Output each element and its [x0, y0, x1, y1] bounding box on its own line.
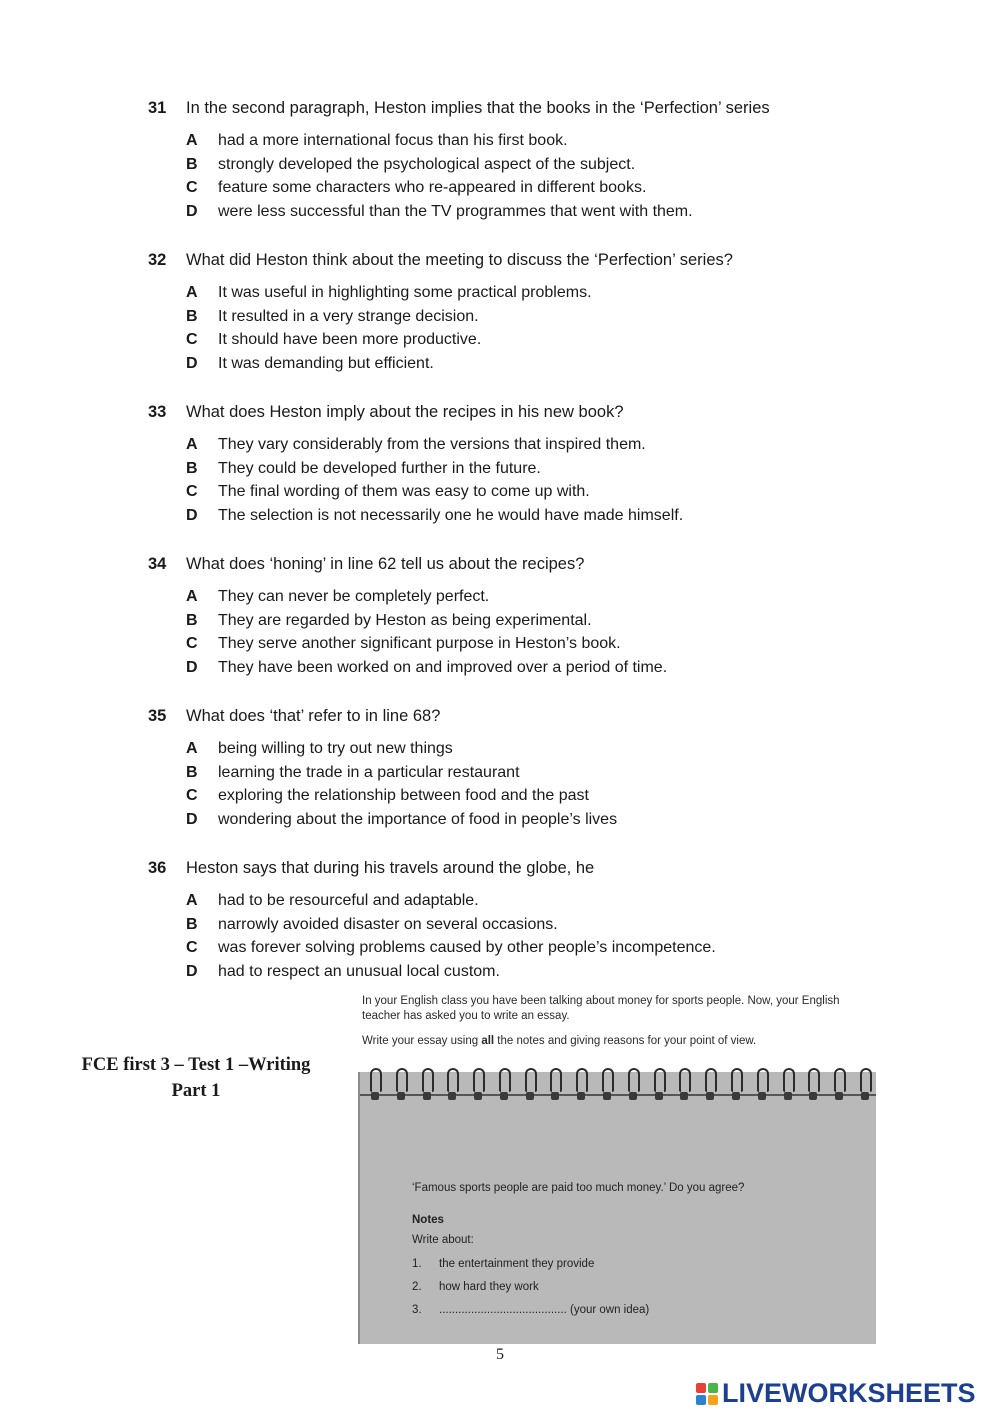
spiral-ring — [832, 1068, 848, 1104]
question-33 — [148, 402, 888, 529]
task-intro — [362, 994, 862, 1059]
question-number: 33 — [148, 403, 167, 421]
option-b[interactable]: B It resulted in a very strange decision. — [186, 307, 479, 325]
option-a[interactable]: A had to be resourceful and adaptable. — [186, 892, 479, 909]
task-instruction: Write your essay using all the notes and giving reasons for your point of view. — [362, 1035, 757, 1047]
option-d[interactable]: D wondering about the importance of food in people’s lives — [186, 810, 618, 828]
writing-title-line1: FCE first 3 – Test 1 –Writing — [81, 1055, 311, 1075]
spiral-ring — [368, 1068, 384, 1104]
notes-label: Notes — [412, 1214, 444, 1226]
question-number: 31 — [148, 99, 167, 117]
question-35 — [148, 706, 888, 833]
page-number: 5 — [496, 1346, 504, 1363]
liveworksheets-watermark — [696, 1378, 976, 1409]
option-a[interactable]: A had a more international focus than his first book. — [186, 132, 568, 149]
spiral-ring — [729, 1068, 745, 1104]
note-item: 3. ........................................ (your own idea) — [412, 1304, 650, 1316]
essay-question: ‘Famous sports people are paid too much money.’ Do you agree? — [412, 1182, 745, 1194]
option-b[interactable]: B They are regarded by Heston as being experimental. — [186, 611, 592, 629]
spiral-ring — [755, 1068, 771, 1104]
option-b[interactable]: B learning the trade in a particular restaurant — [186, 763, 520, 781]
write-about-label: Write about: — [412, 1234, 474, 1246]
option-a[interactable]: A They can never be completely perfect. — [186, 588, 490, 605]
question-32 — [148, 250, 888, 377]
option-a[interactable]: A They vary considerably from the versions that inspired them. — [186, 436, 646, 453]
option-b[interactable]: B strongly developed the psychological aspect of the subject. — [186, 155, 636, 173]
option-c[interactable]: C was forever solving problems caused by other people’s incompetence. — [186, 939, 716, 956]
question-text: Heston says that during his travels around the globe, he — [186, 859, 595, 877]
spiral-ring — [626, 1068, 642, 1104]
option-c[interactable]: C feature some characters who re-appeared in different books. — [186, 179, 647, 196]
spiral-ring — [445, 1068, 461, 1104]
spiral-ring — [652, 1068, 668, 1104]
question-text: What does ‘honing’ in line 62 tell us about the recipes? — [186, 555, 585, 573]
option-c[interactable]: C The final wording of them was easy to come up with. — [186, 483, 590, 500]
option-b[interactable]: B They could be developed further in the future. — [186, 459, 541, 477]
spiral-ring — [497, 1068, 513, 1104]
option-d[interactable]: D had to respect an unusual local custom. — [186, 962, 500, 980]
question-number: 35 — [148, 707, 167, 725]
option-c[interactable]: C exploring the relationship between food and the past — [186, 787, 589, 804]
option-d[interactable]: D were less successful than the TV programmes that went with them. — [186, 202, 693, 220]
spiral-ring — [781, 1068, 797, 1104]
question-31 — [148, 98, 888, 225]
note-item: 2. how hard they work — [412, 1281, 539, 1293]
option-a[interactable]: A being willing to try out new things — [186, 740, 453, 757]
question-34 — [148, 554, 888, 681]
option-b[interactable]: B narrowly avoided disaster on several occasions. — [186, 915, 558, 933]
option-d[interactable]: D It was demanding but efficient. — [186, 354, 434, 372]
spiral-ring — [394, 1068, 410, 1104]
question-text: In the second paragraph, Heston implies that the books in the ‘Perfection’ series — [186, 99, 770, 117]
spiral-binding — [368, 1068, 874, 1104]
option-a[interactable]: A It was useful in highlighting some practical problems. — [186, 284, 592, 301]
spiral-ring — [574, 1068, 590, 1104]
spiral-ring — [548, 1068, 564, 1104]
question-36 — [148, 858, 888, 985]
task-context: In your English class you have been talking about money for sports people. Now, your English teacher has asked you to write an essay. — [362, 995, 840, 1022]
notebook-image — [358, 1072, 876, 1344]
spiral-ring — [600, 1068, 616, 1104]
watermark-text: LIVEWORKSHEETS — [722, 1378, 976, 1408]
spiral-ring — [523, 1068, 539, 1104]
option-c[interactable]: C It should have been more productive. — [186, 331, 482, 348]
question-number: 36 — [148, 859, 167, 877]
option-c[interactable]: C They serve another significant purpose in Heston’s book. — [186, 635, 621, 652]
question-number: 32 — [148, 251, 167, 269]
liveworksheets-logo-icon — [696, 1383, 718, 1405]
spiral-ring — [703, 1068, 719, 1104]
writing-section-title — [62, 1052, 330, 1104]
question-number: 34 — [148, 555, 167, 573]
option-d[interactable]: D They have been worked on and improved over a period of time. — [186, 658, 668, 676]
spiral-ring — [471, 1068, 487, 1104]
question-text: What does Heston imply about the recipes in his new book? — [186, 403, 624, 421]
spiral-ring — [677, 1068, 693, 1104]
note-item: 1. the entertainment they provide — [412, 1258, 595, 1270]
question-text: What does ‘that’ refer to in line 68? — [186, 707, 441, 725]
spiral-ring — [858, 1068, 874, 1104]
writing-title-line2: Part 1 — [171, 1081, 221, 1101]
spiral-ring — [420, 1068, 436, 1104]
question-text: What did Heston think about the meeting to discuss the ‘Perfection’ series? — [186, 251, 733, 269]
option-d[interactable]: D The selection is not necessarily one he would have made himself. — [186, 506, 684, 524]
notebook-content — [412, 1182, 852, 1327]
spiral-ring — [806, 1068, 822, 1104]
